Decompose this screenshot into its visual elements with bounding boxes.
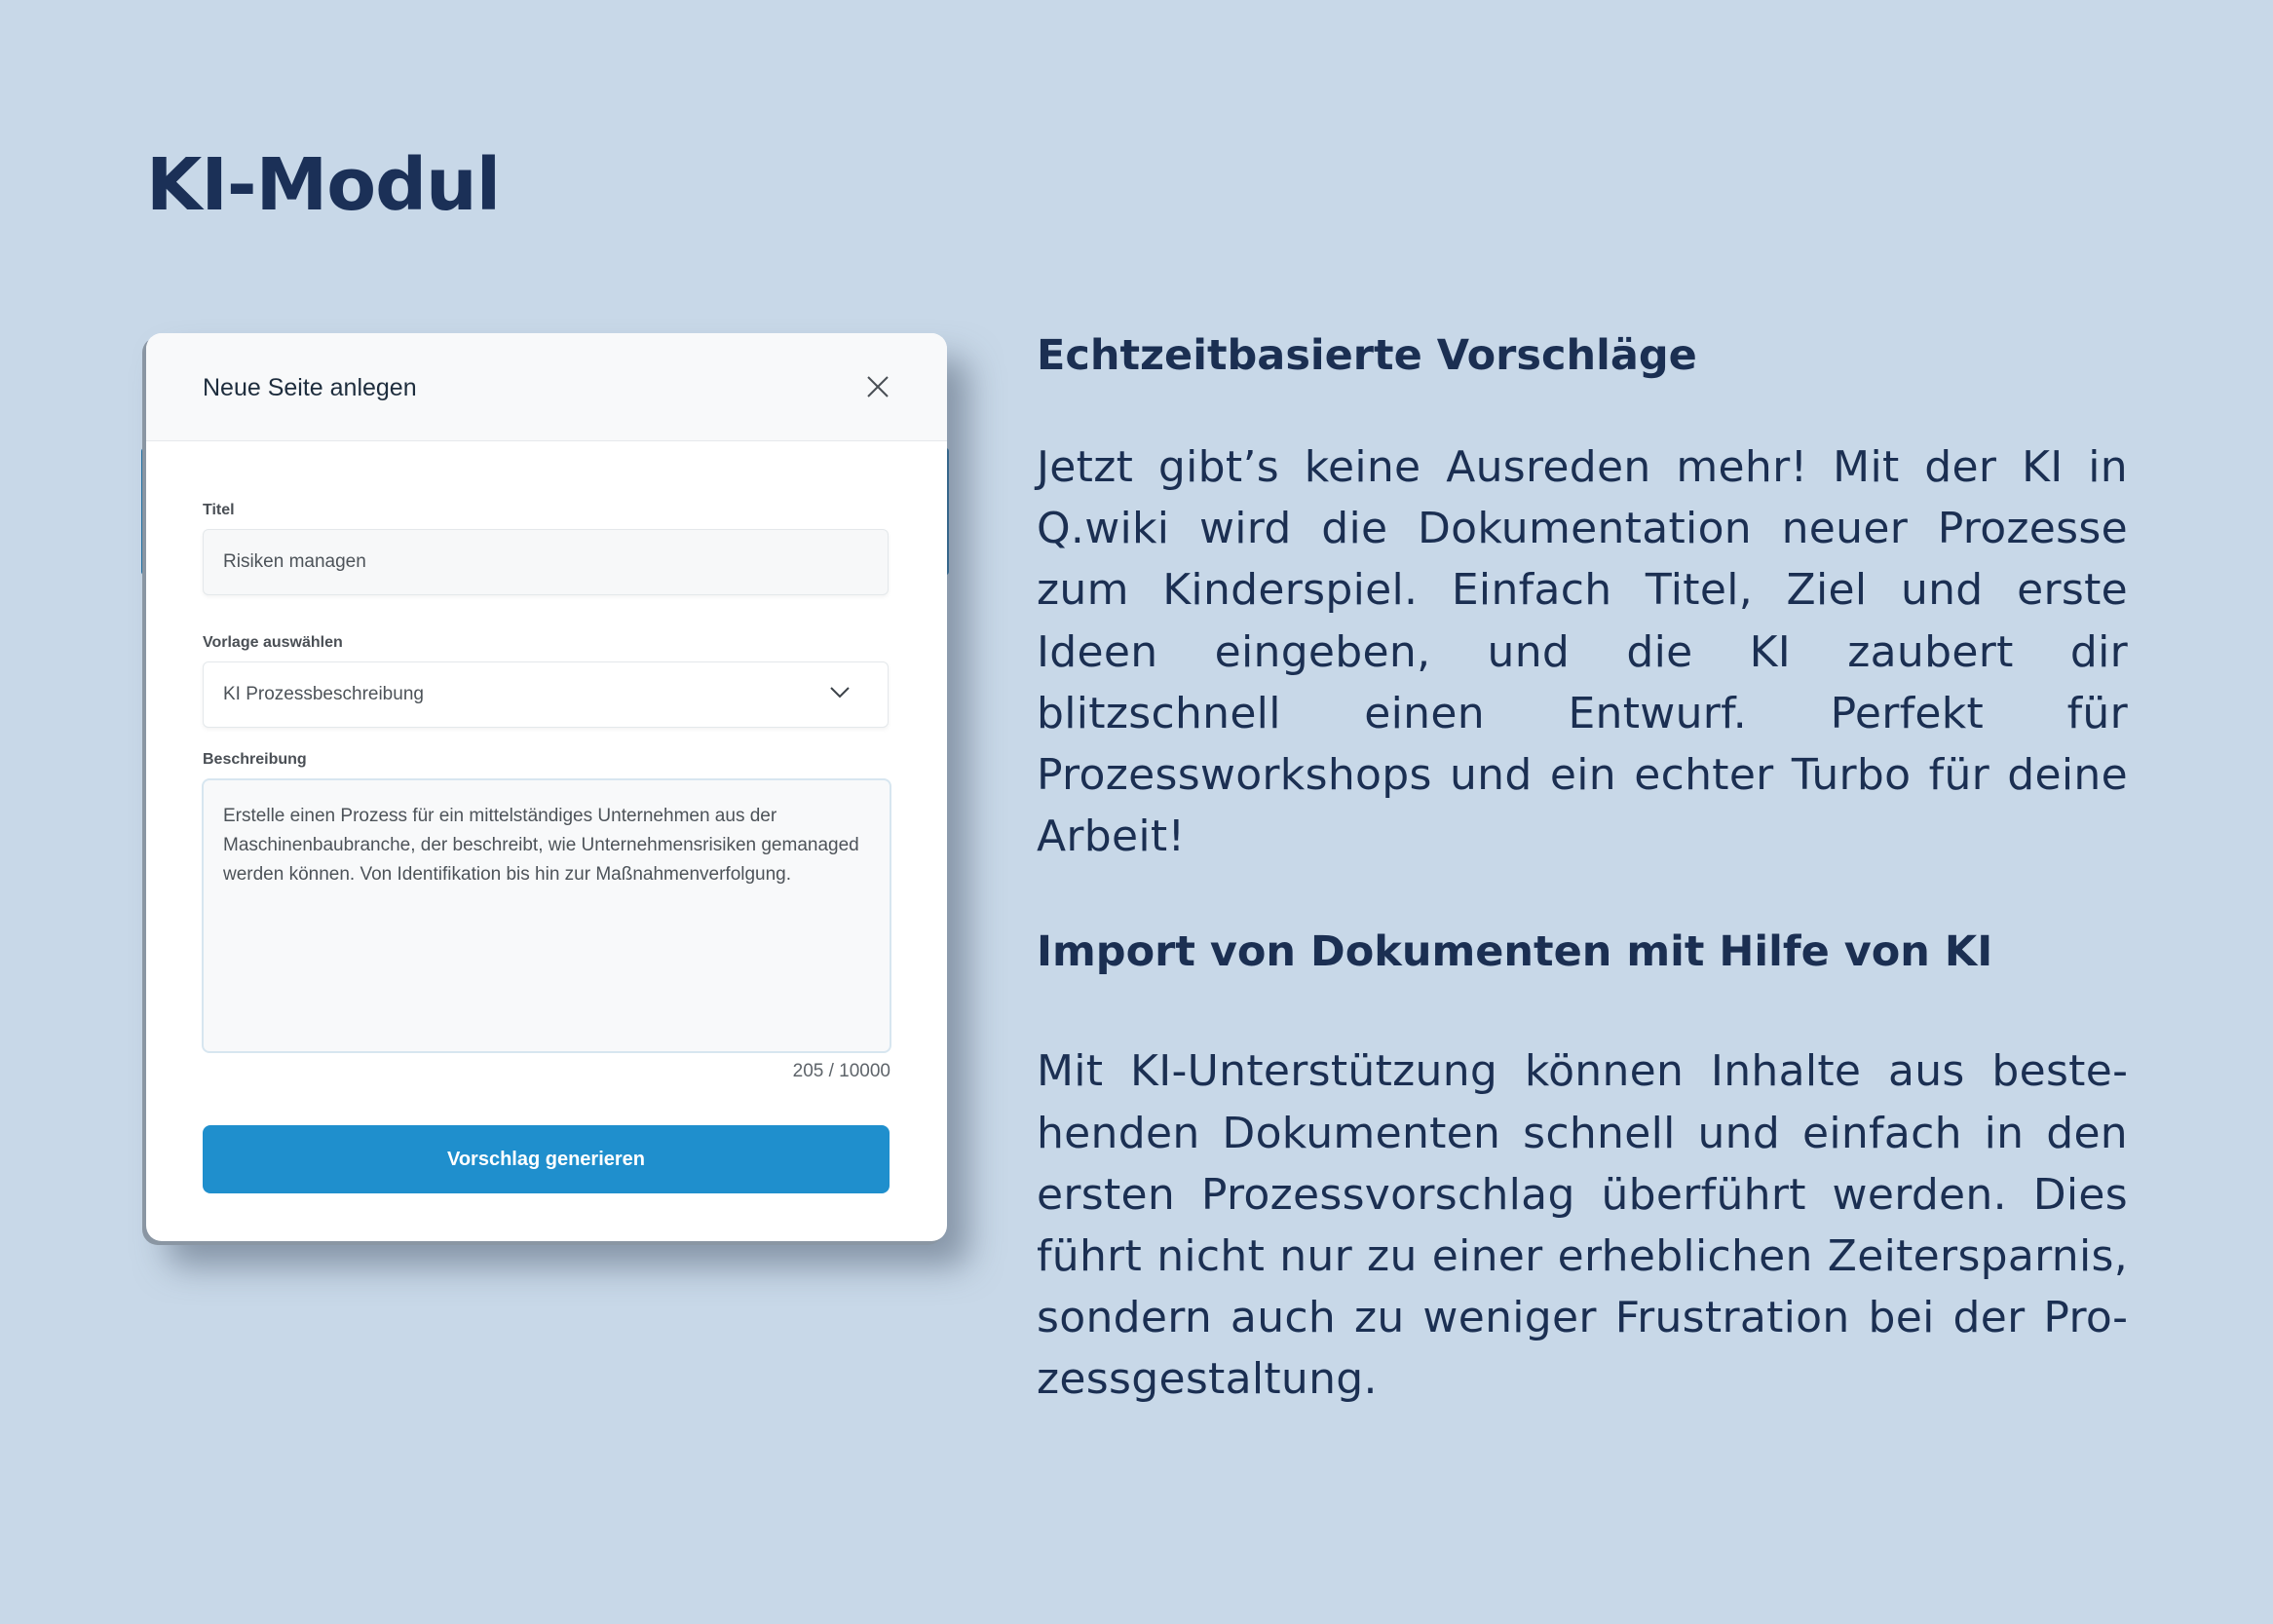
close-button[interactable] xyxy=(863,372,892,401)
title-input[interactable]: Risiken managen xyxy=(203,529,889,595)
template-selected-value: KI Prozessbeschreibung xyxy=(223,684,424,704)
chevron-down-icon xyxy=(829,686,851,699)
section-heading-import: Import von Dokumenten mit Hilfe von KI xyxy=(1037,927,1993,977)
feature-description xyxy=(1037,321,2128,1411)
section-text-import: Mit KI-Unterstützung können Inhalte aus bestehenden Dokumenten schnell und einfach in den ersten Prozessvorschlag überführt werden. Dies führt nicht nur zu einer erheblichen Zeitersparnis, sondern auch zu weniger Frustration bei der Prozessgestaltung. xyxy=(1037,1046,2128,1405)
character-counter: 205 / 10000 xyxy=(792,1061,890,1081)
new-page-dialog xyxy=(146,333,947,1241)
title-label: Titel xyxy=(203,502,235,518)
template-select[interactable] xyxy=(203,661,889,728)
dialog-header xyxy=(146,333,947,441)
description-textarea[interactable]: Erstelle einen Prozess für ein mittelständiges Unternehmen aus der Maschinenbaubranche, der beschreibt, wie Unternehmensrisiken gemanaged werden können. Von Identifikation bis hin zur Maßnahmenverfolgung. xyxy=(202,778,891,1053)
section-heading-realtime: Echtzeitbasierte Vorschläge xyxy=(1037,331,1697,380)
page-title: KI-Modul xyxy=(146,143,501,227)
template-label: Vorlage auswählen xyxy=(203,634,343,651)
close-icon xyxy=(863,372,892,401)
dialog-title: Neue Seite anlegen xyxy=(203,374,417,401)
description-label: Beschreibung xyxy=(203,751,307,768)
generate-suggestion-button[interactable]: Vorschlag generieren xyxy=(203,1125,890,1193)
section-text-realtime: Jetzt gibt’s keine Ausreden mehr! Mit der KI in Q.wiki wird die Dokumentation neuer Prozesse zum Kinderspiel. Einfach Titel, Ziel und erste Ideen eingeben, und die KI zaubert dir blitzschnell einen Entwurf. Perfekt für Prozessworkshops und ein echter Turbo für deine Arbeit! xyxy=(1037,442,2128,862)
